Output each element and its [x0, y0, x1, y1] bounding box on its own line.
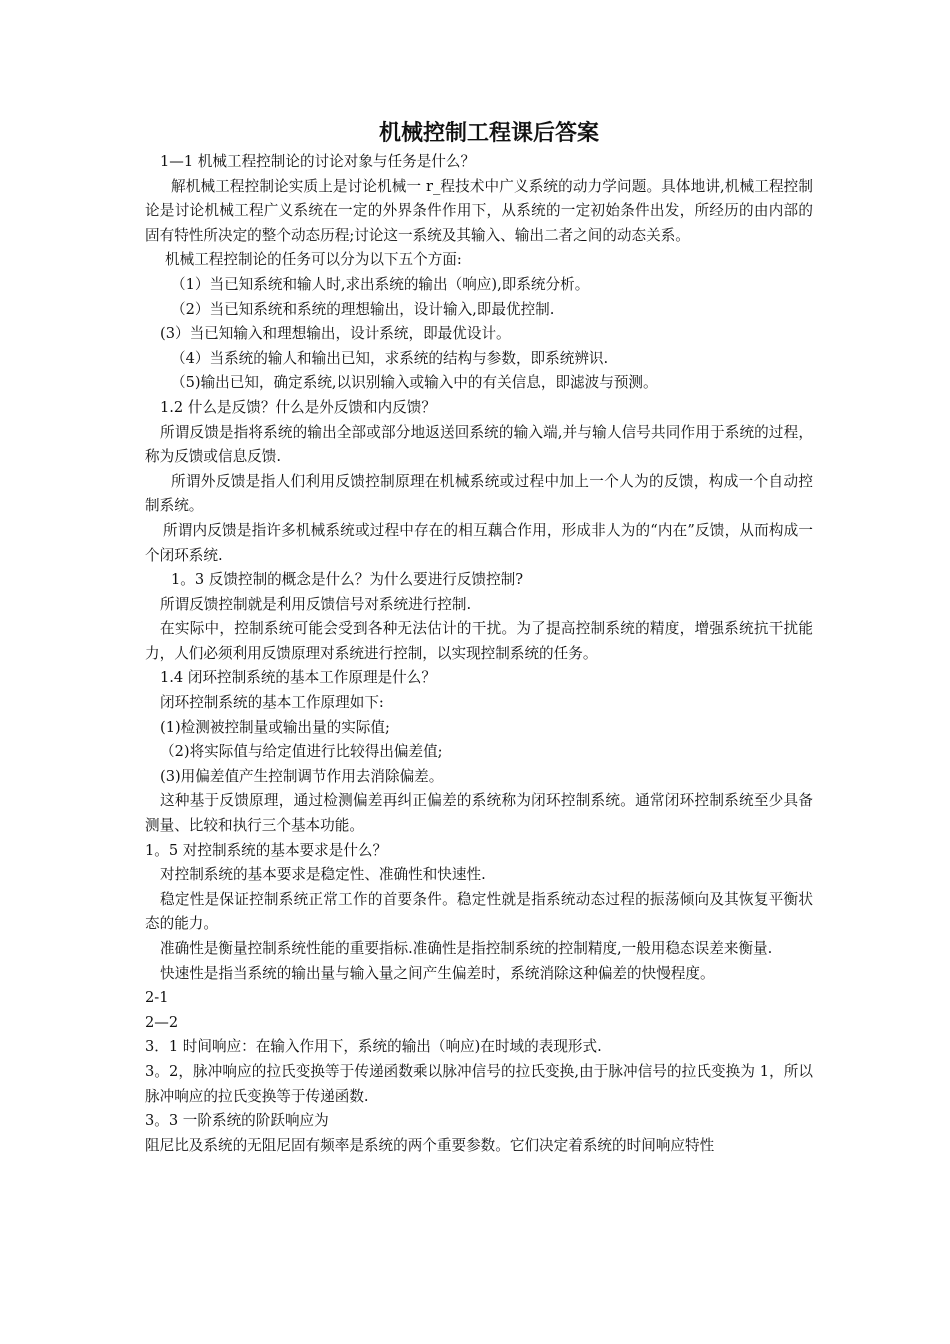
answer-paragraph: 阻尼比及系统的无阻尼固有频率是系统的两个重要参数。它们决定着系统的时间响应特性 — [145, 1136, 715, 1154]
answer-paragraph: 机械工程控制论的任务可以分为以下五个方面: — [165, 251, 462, 269]
answer-paragraph: 对控制系统的基本要求是稳定性、准确性和快速性. — [160, 866, 486, 884]
answer-paragraph: 稳定性是保证控制系统正常工作的首要条件。稳定性就是指系统动态过程的振荡倾向及其恢复平衡状态的能力。 — [145, 890, 813, 933]
document-page — [145, 118, 813, 1158]
list-item: (3）当已知输入和理想输出，设计系统，即最优设计。 — [160, 325, 511, 343]
answer-paragraph: 所谓反馈是指将系统的输出全部或部分地返送回系统的输入端,并与输人信号共同作用于系统的过程，称为反馈或信息反馈. — [145, 423, 813, 466]
question-1-3: 1。3 反馈控制的概念是什么？为什么要进行反馈控制? — [171, 571, 524, 589]
document-title: 机械控制工程课后答案 — [378, 120, 599, 146]
answer-3-3: 3。3 一阶系统的阶跃响应为 — [145, 1112, 329, 1130]
answer-paragraph: 准确性是衡量控制系统性能的重要指标.准确性是指控制系统的控制精度,一般用稳态误差来衡量. — [160, 940, 773, 957]
answer-paragraph: 这种基于反馈原理，通过检测偏差再纠正偏差的系统称为闭环控制系统。通常闭环控制系统至少具备测量、比较和执行三个基本功能。 — [145, 792, 813, 835]
answer-paragraph: 在实际中，控制系统可能会受到各种无法估计的干扰。为了提高控制系统的精度，增强系统抗干扰能力，人们必须利用反馈原理对系统进行控制，以实现控制系统的任务。 — [145, 620, 813, 662]
answer-paragraph: 闭环控制系统的基本工作原理如下: — [160, 694, 384, 712]
list-item: （1）当已知系统和输人时,求出系统的输出（响应),即系统分析。 — [171, 275, 590, 293]
answer-3-2: 3。2，脉冲响应的拉氏变换等于传递函数乘以脉冲信号的拉氏变换,由于脉冲信号的拉氏变换为 1，所以脉冲响应的拉氏变换等于传递函数. — [145, 1062, 813, 1105]
answer-paragraph: 所谓外反馈是指人们利用反馈控制原理在机械系统或过程中加上一个人为的反馈，构成一个自动控制系统。 — [145, 472, 813, 515]
list-item: （5)输出已知，确定系统,以识别输入或输入中的有关信息，即滤波与预测。 — [171, 374, 658, 392]
answer-paragraph: 解机械工程控制论实质上是讨论机械一 r_程技术中广义系统的动力学问题。具体地讲,机械工程控制论是讨论机械工程广义系统在一定的外界条件作用下，从系统的一定初始条件出发，所经历的由内部的固有特性所决定的整个动态历程;讨论这一系统及其输入、输出二者之间的动态关系。 — [145, 177, 813, 244]
answer-paragraph: 快速性是指当系统的输出量与输入量之间产生偏差时，系统消除这种偏差的快慢程度。 — [160, 964, 715, 982]
answer-paragraph: 所谓反馈控制就是利用反馈信号对系统进行控制. — [160, 595, 472, 613]
question-1-2: 1.2 什么是反馈？什么是外反馈和内反馈？ — [160, 398, 436, 416]
list-item: （4）当系统的输人和输出已知，求系统的结构与参数，即系统辨识. — [171, 349, 609, 367]
list-item: (1)检测被控制量或输出量的实际值; — [160, 718, 390, 736]
answer-paragraph: 所谓内反馈是指许多机械系统或过程中存在的相互藕合作用，形成非人为的“内在”反馈，从而构成一个闭环系统. — [145, 521, 813, 564]
question-1-4: 1.4 闭环控制系统的基本工作原理是什么？ — [160, 669, 436, 687]
question-1-5: 1。5 对控制系统的基本要求是什么？ — [145, 841, 388, 859]
answer-3-1: 3．1 时间响应：在输入作用下，系统的输出（响应)在时域的表现形式. — [145, 1038, 602, 1056]
list-item: （2）当已知系统和系统的理想输出，设计输入,即最优控制. — [171, 300, 555, 318]
list-item: （2)将实际值与给定值进行比较得出偏差值; — [160, 743, 443, 761]
section-label: 2-1 — [145, 989, 169, 1007]
section-label: 2—2 — [145, 1013, 179, 1031]
question-1-1: 1—1 机械工程控制论的讨论对象与任务是什么？ — [160, 153, 476, 170]
list-item: (3)用偏差值产生控制调节作用去消除偏差。 — [160, 767, 444, 785]
